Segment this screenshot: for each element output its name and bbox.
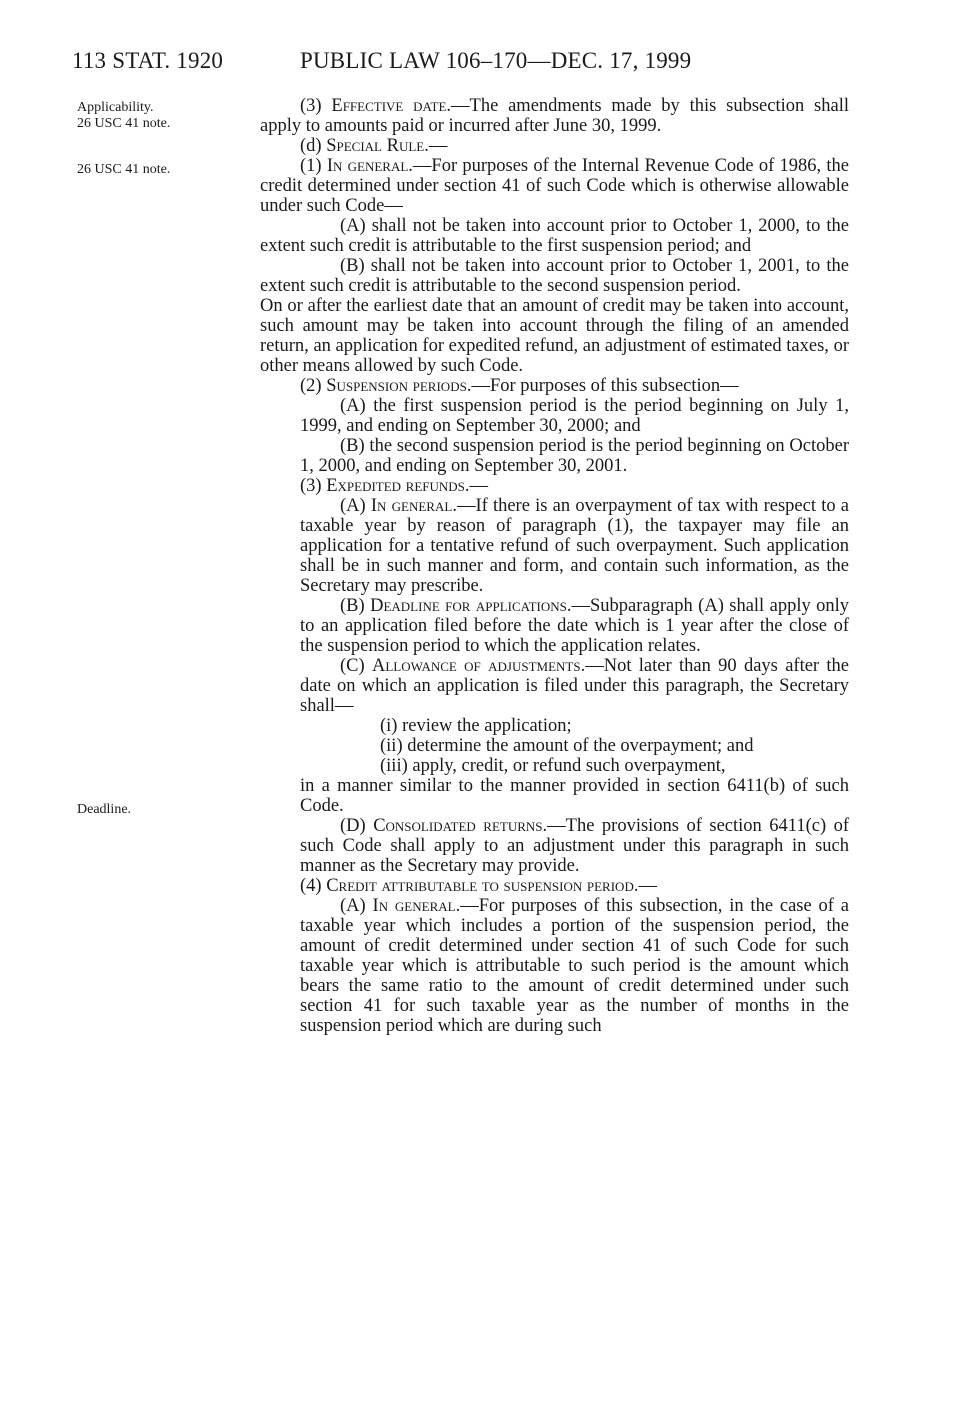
margin-note-deadline: Deadline. [77,802,132,817]
enum-label: (2) [300,376,322,396]
enum-label: (1) [300,156,322,176]
paragraph-text: .— [424,136,448,156]
paragraph-effective-date [260,96,849,136]
paragraph-text: .—For purposes of this subsection, in the case of a taxable year which includes a portion of the suspension period, the amount of credit determined under section 41 of such Code for such taxable year which is attributable to such period is the amount which bears the same ratio to the amount of credit determined under such section 41 for such taxable year as the number of months in the suspension period which are during such [300,896,849,1036]
subparagraph-b-deadline [260,596,849,656]
paragraph-suspension-periods [260,376,849,396]
paragraph-credit-attributable [260,876,849,896]
heading-in-general: In general [372,896,456,916]
stat-page-number: 113 STAT. 1920 [72,48,224,73]
paragraph-in-general [260,156,849,216]
clause-iii-apply: (iii) apply, credit, or refund such overpayment, [380,756,726,776]
subparagraph-a-first-suspension: (A) shall not be taken into account prior to October 1, 2000, to the extent such credit is attributable to the first suspension period; and [260,216,849,256]
heading-expedited-refunds: Expedited refunds [326,476,465,496]
heading-credit-attributable: Credit attributable to suspension period [326,876,634,896]
paragraph-text: .—The amendments made by this subsection shall apply to amounts paid or incurred after June 30, 1999. [260,96,849,136]
subparagraph-d-consolidated [260,816,849,876]
running-head-title: PUBLIC LAW 106–170—DEC. 17, 1999 [300,48,692,73]
heading-in-general: In general [370,496,453,516]
clause-ii-determine: (ii) determine the amount of the overpayment; and [380,736,754,756]
paragraph-text: .—For purposes of this subsection— [466,376,739,396]
subparagraph-b-second-period: (B) the second suspension period is the period beginning on October 1, 2000, and ending on September 30, 2001. [300,436,849,476]
enum-label: (A) [340,896,366,916]
margin-note-usc-2: 26 USC 41 note. [77,162,171,177]
heading-allowance-of-adjustments: Allowance of adjustments [372,656,581,676]
paragraph-text: .— [633,876,657,896]
enum-label: (B) [340,596,365,616]
paragraph-text: .—Subparagraph (A) shall apply only to an application filed before the date which is 1 year after the close of the suspension period to which the application relates. [300,596,850,656]
heading-suspension-periods: Suspension periods [326,376,467,396]
subparagraph-b-second-suspension: (B) shall not be taken into account prior to October 1, 2001, to the extent such credit is attributable to the second suspension period. [260,256,849,296]
margin-note-applicability: Applicability. [77,100,154,115]
subparagraph-a-in-general [260,496,849,596]
margin-note-usc-1: 26 USC 41 note. [77,116,171,131]
subsection-special-rule [260,136,849,156]
heading-consolidated-returns: Consolidated returns [373,816,543,836]
paragraph-text: .—For purposes of the Internal Revenue Code of 1986, the credit determined under section 41 of such Code which is otherwise allowable under such Code— [260,156,849,216]
flush-clause-manner: in a manner similar to the manner provided in section 6411(b) of such Code. [300,776,849,816]
paragraph-text: .— [464,476,489,496]
paragraph-expedited-refunds [260,476,849,496]
enum-label: (4) [300,876,322,896]
enum-label: (A) [340,496,366,516]
paragraph-text: .—Not later than 90 days after the date on which an application is filed under this paragraph, the Secretary shall— [300,656,850,716]
paragraph-text: .—The provisions of section 6411(c) of such Code shall apply to an adjustment under this paragraph in such manner as the Secretary may provide. [300,816,850,876]
enum-label: (C) [340,656,365,676]
subparagraph-a-in-general-2 [260,896,849,1036]
enum-label: (d) [300,136,322,156]
clause-i-review: (i) review the application; [380,716,572,736]
statute-body [260,96,849,1036]
subparagraph-c-allowance [260,656,849,716]
flush-paragraph-amended-return: On or after the earliest date that an amount of credit may be taken into account, such amount may be taken into account through the filing of an amended return, an application for expedited refund, an adjustment of estimated taxes, or other means allowed by such Code. [260,296,849,376]
subparagraph-a-first-period: (A) the first suspension period is the period beginning on July 1, 1999, and ending on September 30, 2000; and [300,396,849,436]
paragraph-text: .—If there is an overpayment of tax with respect to a taxable year by reason of paragraph (1), the taxpayer may file an application for a tentative refund of such overpayment. Such application shall be in such manner and form, and contain such information, as the Secretary may prescribe. [300,496,849,596]
enum-label: (3) [300,96,322,116]
enum-label: (3) [300,476,322,496]
heading-in-general: In general [326,156,409,176]
heading-deadline-for-applications: Deadline for applications [370,596,567,616]
heading-effective-date: Effective date [331,96,447,116]
enum-label: (D) [340,816,366,836]
heading-special-rule: Special Rule [326,136,425,156]
